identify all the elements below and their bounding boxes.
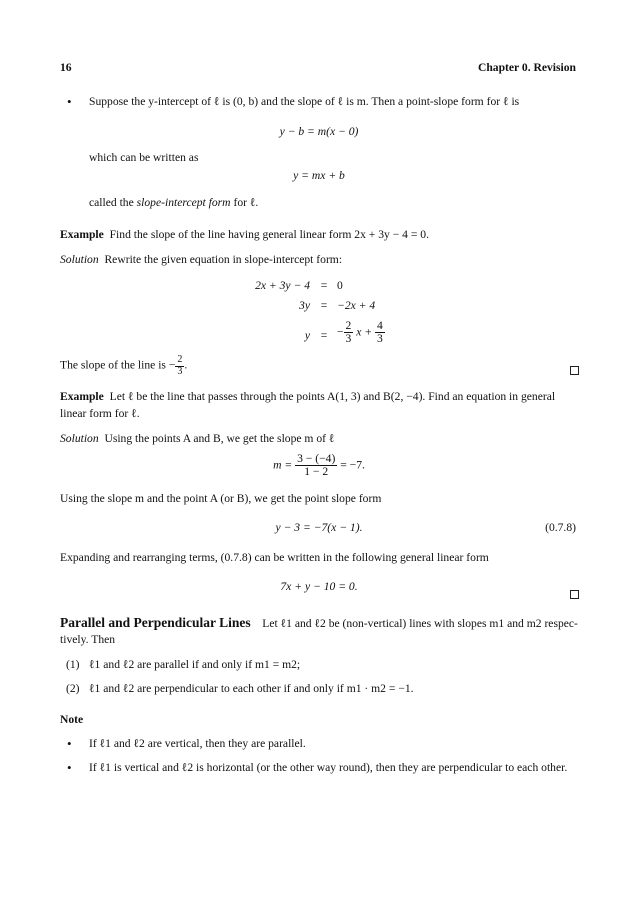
- equation-relation: =: [320, 279, 328, 292]
- chapter-title: Chapter 0. Revision: [477, 61, 576, 74]
- example1-statement: [60, 227, 429, 243]
- slope-lhs: m =: [273, 458, 293, 472]
- called-suffix: for ℓ.: [230, 196, 259, 209]
- equation-rhs: [337, 320, 385, 345]
- fraction-denominator: 3: [377, 332, 383, 346]
- qed-box: [570, 590, 579, 599]
- example2-label: Example: [60, 390, 104, 403]
- equation-row: [0, 320, 638, 350]
- example1-solution-text: Rewrite the given equation in slope-intercept form:: [104, 253, 343, 266]
- equation-row: [0, 298, 638, 316]
- bullet-marker: •: [67, 94, 72, 109]
- equation-lhs: 2x + 3y − 4: [255, 279, 310, 292]
- qed-box: [570, 366, 579, 375]
- rhs-middle: x +: [356, 325, 373, 339]
- example1-solution: [60, 252, 342, 268]
- fraction-numerator: 2: [345, 319, 352, 332]
- rhs-sign: −: [337, 325, 344, 339]
- called-term: slope-intercept form: [136, 196, 231, 209]
- parallel-section: [60, 614, 578, 632]
- conclusion-prefix: The slope of the line is −: [60, 358, 176, 372]
- fraction-denominator: 3: [177, 365, 183, 377]
- fraction: [295, 453, 337, 478]
- equation-rhs: 0: [337, 279, 343, 292]
- fraction-denominator: 3: [345, 332, 352, 346]
- example2-solution: [60, 431, 334, 447]
- point-slope-equation: y − 3 = −7(x − 1).: [275, 521, 363, 534]
- fraction-numerator: 2: [177, 354, 183, 365]
- list-item-number: (1): [66, 658, 80, 671]
- equation-lhs: 3y: [299, 299, 310, 312]
- note-bullet2: If ℓ1 is vertical and ℓ2 is horizontal (or the other way round), then they are perpendicular to each other.: [89, 761, 568, 774]
- list-item-perpendicular: ℓ1 and ℓ2 are perpendicular to each other if and only if m1 · m2 = −1.: [89, 682, 414, 695]
- equation-point-slope: y − b = m(x − 0): [279, 125, 359, 138]
- bullet-marker: •: [67, 736, 72, 751]
- note-heading: Note: [60, 713, 84, 726]
- parallel-text-line1: Let ℓ1 and ℓ2 be (non-vertical) lines with slopes m1 and m2 respec-: [262, 617, 578, 630]
- page-number: 16: [60, 61, 72, 74]
- example1-conclusion: [60, 355, 187, 377]
- fraction-numerator: 3 − (−4): [297, 452, 336, 465]
- fraction-numerator: 4: [377, 319, 383, 332]
- called-prefix: called the: [89, 196, 137, 209]
- example2-text-line1: Let ℓ be the line that passes through the points A(1, 3) and B(2, −4). Find an equation in general: [109, 390, 556, 403]
- example2-solution-label: Solution: [60, 432, 99, 445]
- equation-relation: =: [320, 299, 328, 312]
- list-item-parallel: ℓ1 and ℓ2 are parallel if and only if m1 = m2;: [89, 658, 301, 671]
- section-heading: Parallel and Perpendicular Lines: [60, 615, 251, 630]
- list-item-number: (2): [66, 682, 80, 695]
- example2-using-text: Using the slope m and the point A (or B), we get the point slope form: [60, 492, 382, 505]
- example1-solution-label: Solution: [60, 253, 99, 266]
- note-bullet1: If ℓ1 and ℓ2 are vertical, then they are parallel.: [89, 737, 306, 750]
- parallel-text-line2: tively. Then: [60, 633, 116, 646]
- equation-relation: =: [320, 329, 328, 342]
- fraction: [344, 320, 354, 345]
- conclusion-suffix: .: [184, 358, 188, 372]
- bullet-marker: •: [67, 760, 72, 775]
- fraction: [375, 320, 385, 345]
- general-linear-equation: 7x + y − 10 = 0.: [280, 580, 358, 593]
- equation-rhs: −2x + 4: [337, 299, 376, 312]
- example1-text: Find the slope of the line having general linear form 2x + 3y − 4 = 0.: [109, 228, 429, 241]
- example2-solution-text: Using the points A and B, we get the slope m of ℓ: [104, 432, 335, 445]
- slope-rhs: = −7.: [340, 458, 365, 472]
- equation-slope-intercept: y = mx + b: [293, 169, 345, 182]
- bullet1-called: [89, 195, 258, 211]
- fraction-denominator: 1 − 2: [304, 465, 329, 479]
- equation-lhs: y: [304, 329, 310, 342]
- example1-label: Example: [60, 228, 104, 241]
- equation-row: [0, 278, 638, 296]
- example2-statement: [60, 389, 555, 405]
- bullet1-text: Suppose the y-intercept of ℓ is (0, b) and the slope of ℓ is m. Then a point-slope form for ℓ is: [89, 95, 520, 108]
- example2-text-line2: linear form for ℓ.: [60, 407, 140, 420]
- bullet1-which: which can be written as: [89, 151, 199, 164]
- equation-number: (0.7.8): [545, 521, 576, 534]
- example2-expanding-text: Expanding and rearranging terms, (0.7.8) can be written in the following general linear form: [60, 551, 489, 564]
- slope-equation: [0, 453, 638, 478]
